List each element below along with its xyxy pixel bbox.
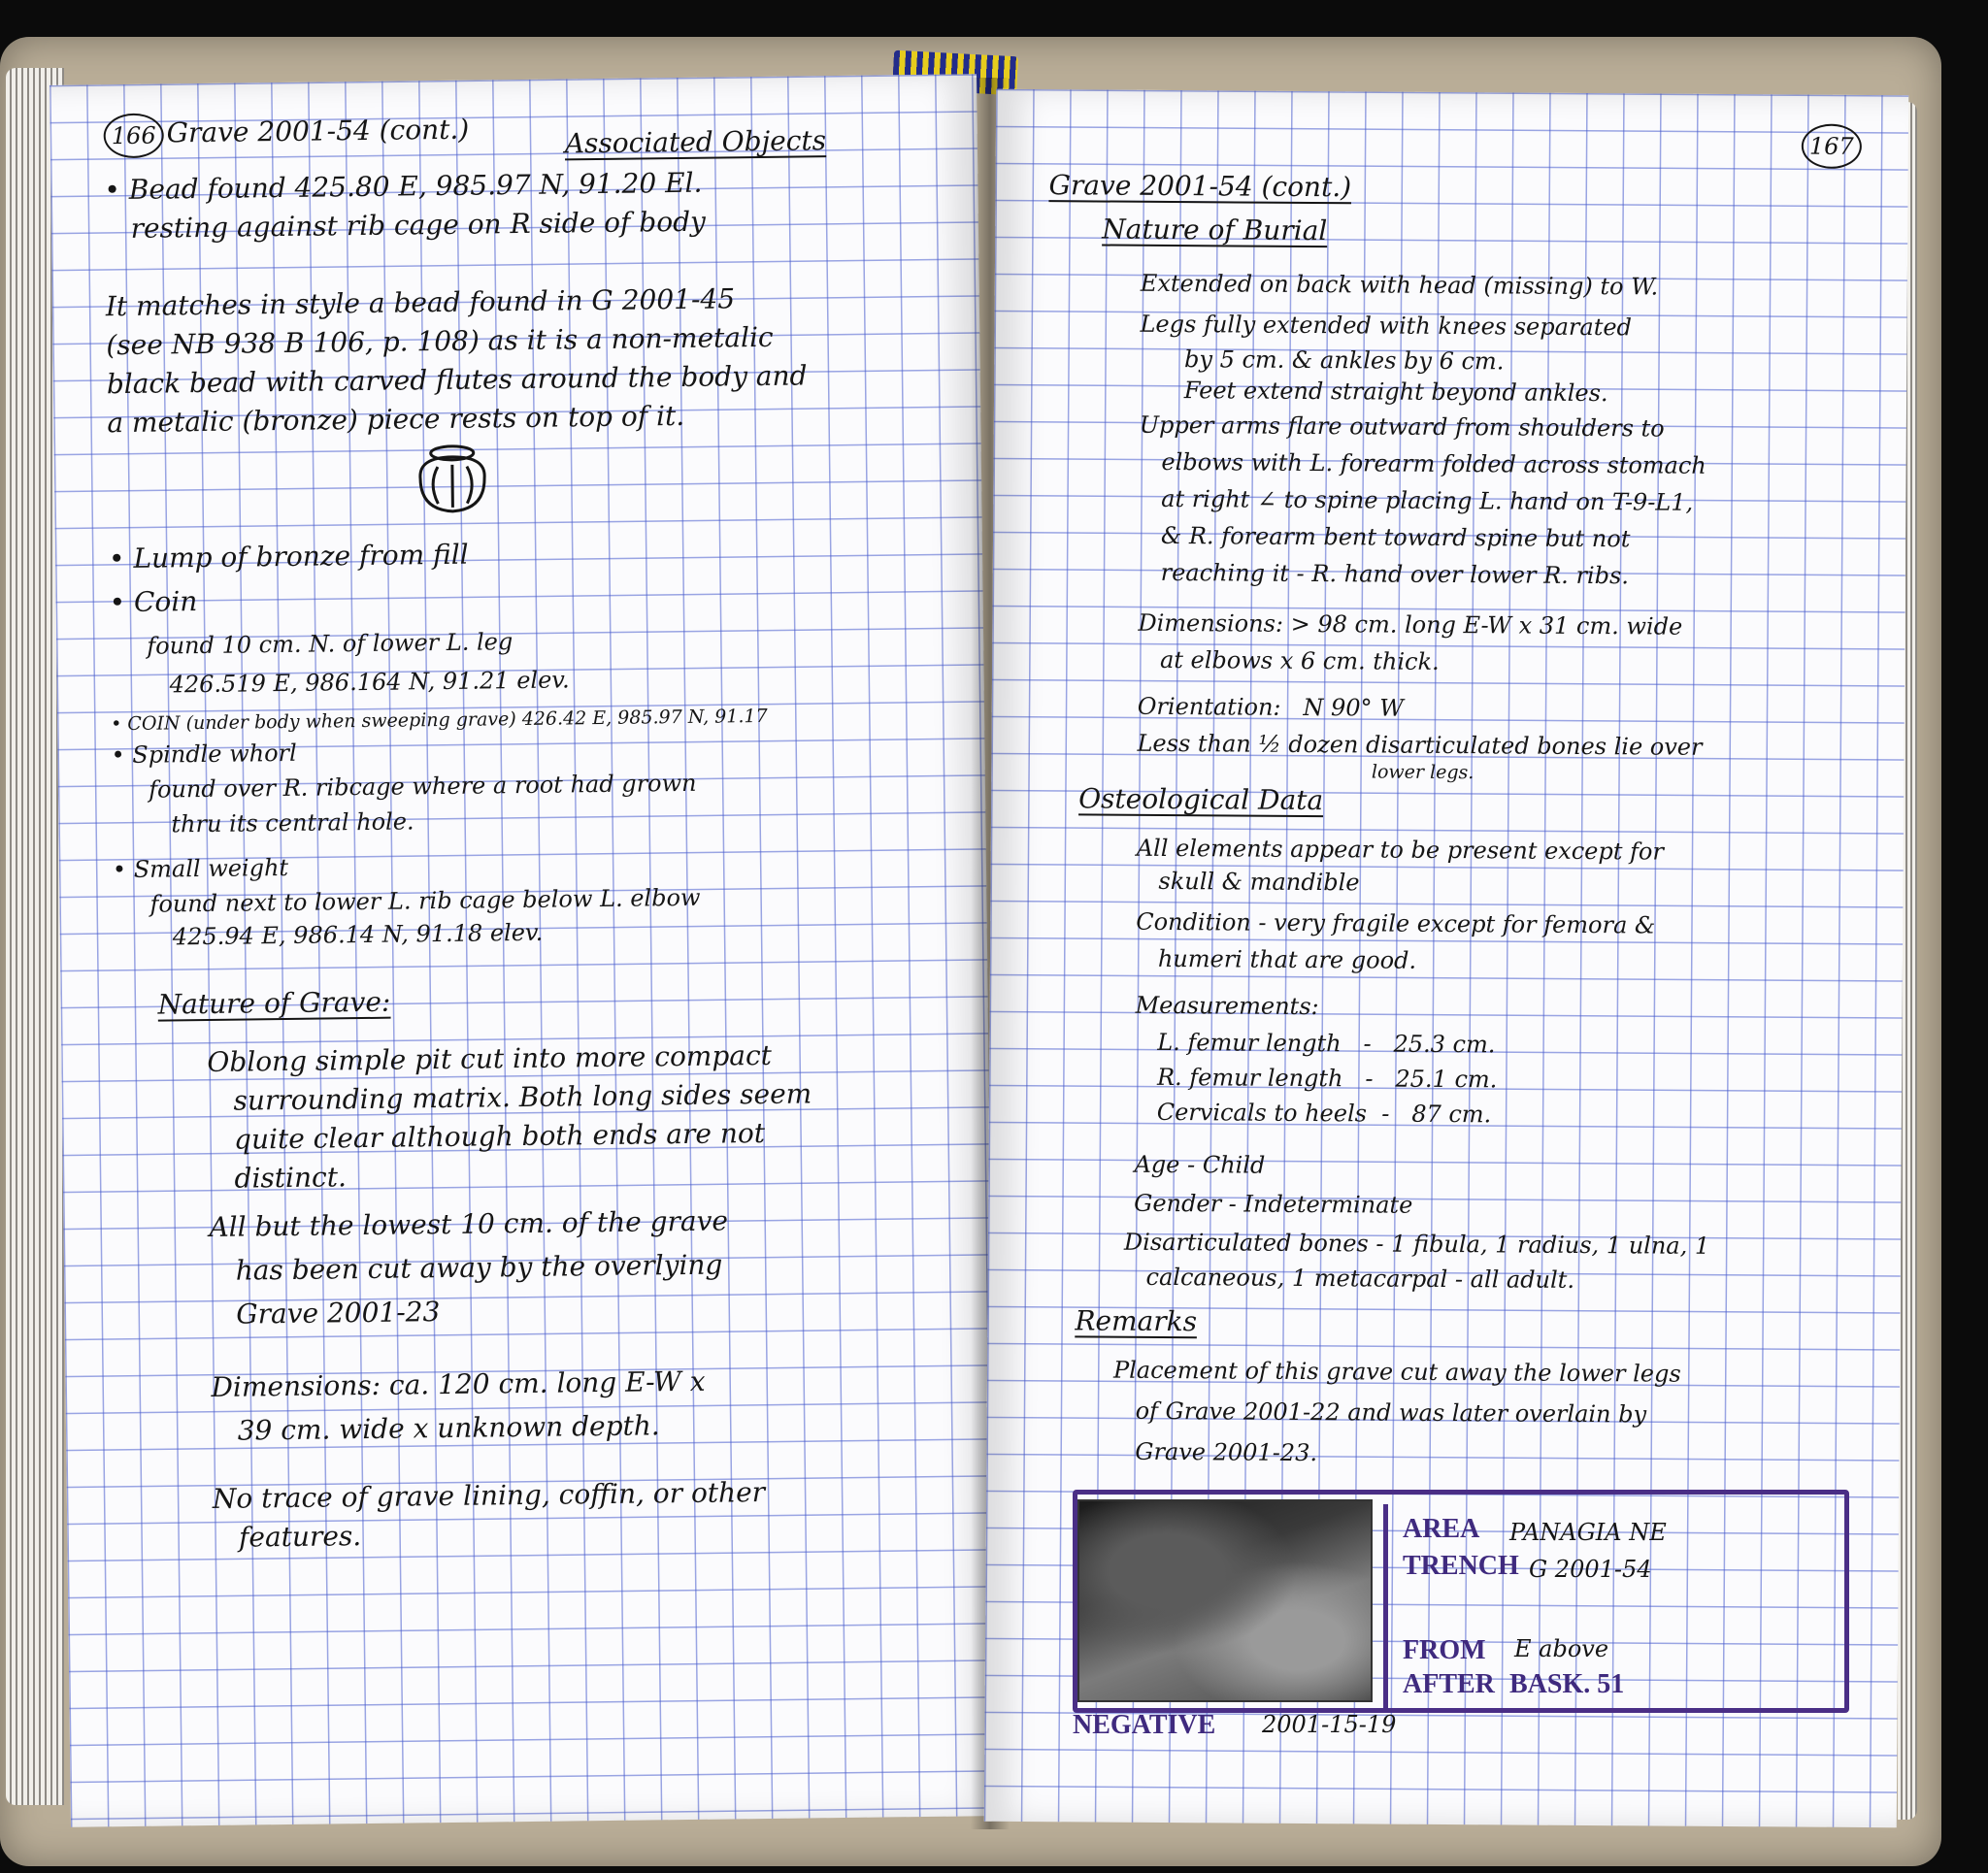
left-page-number: 166	[103, 113, 164, 158]
note-line: Dimensions: ca. 120 cm. long E-W x	[211, 1364, 706, 1403]
note-line: at elbows x 6 cm. thick.	[1138, 645, 1440, 675]
list-item: 425.94 E, 986.14 N, 91.18 elev.	[113, 918, 544, 952]
nature-of-grave-heading: Nature of Grave:	[157, 985, 391, 1021]
note-line: has been cut away by the overlying	[209, 1248, 723, 1287]
note-line: Condition - very fragile except for femora &	[1136, 907, 1656, 939]
note-line: elbows with L. forearm folded across stomach	[1139, 447, 1706, 479]
left-header-title: Grave 2001-54 (cont.)	[166, 113, 470, 149]
list-item: 426.519 E, 986.164 N, 91.21 elev.	[110, 666, 570, 700]
note-line: Gender - Indeterminate	[1134, 1189, 1413, 1219]
note-line: calcaneous, 1 metacarpal - all adult.	[1123, 1263, 1575, 1294]
stamp-negative-value: 2001-15-19	[1262, 1711, 1397, 1738]
note-line: Age - Child	[1134, 1150, 1266, 1179]
left-header-section: Associated Objects	[564, 124, 827, 160]
note-line: Disarticulated bones - 1 fibula, 1 radius, 1 ulna, 1	[1123, 1228, 1710, 1260]
list-item: • Spindle whorl	[111, 739, 297, 770]
osteological-data-heading: Osteological Data	[1078, 782, 1324, 817]
note-line: at right ∠ to spine placing L. hand on T-9-L1,	[1139, 484, 1694, 516]
stamp-from-label: FROM	[1403, 1635, 1486, 1665]
note-line: Upper arms flare outward from shoulders to	[1139, 411, 1665, 443]
nature-of-burial-heading: Nature of Burial	[1102, 213, 1328, 247]
list-item: • Small weight	[112, 853, 289, 884]
note-line: Grave 2001-23	[210, 1296, 441, 1331]
list-item: thru its central hole.	[112, 807, 414, 839]
note-line: reaching it - R. hand over lower R. ribs.	[1138, 558, 1630, 590]
note-line: Placement of this grave cut away the lower legs	[1112, 1356, 1681, 1388]
note-line: surrounding matrix. Both long sides seem	[207, 1077, 812, 1117]
note-line: humeri that are good.	[1135, 944, 1417, 974]
remarks-heading: Remarks	[1075, 1304, 1198, 1338]
note-line: (see NB 938 B 106, p. 108) as it is a non-metalic	[106, 320, 774, 362]
note-line: Extended on back with head (missing) to W.	[1140, 269, 1659, 301]
note-line: skull & mandible	[1136, 867, 1360, 897]
list-item: found over R. ribcage where a root had grown	[111, 769, 697, 805]
measurement-row: R. femur length - 25.1 cm.	[1135, 1063, 1498, 1094]
note-line: It matches in style a bead found in G 2001-45	[105, 282, 736, 323]
note-line: Dimensions: > 98 cm. long E-W x 31 cm. wide	[1138, 608, 1683, 641]
right-page-number: 167	[1802, 124, 1862, 169]
note-line: quite clear although both ends are not	[208, 1116, 766, 1156]
stamp-trench-value: G 2001-54	[1529, 1556, 1652, 1583]
measurement-row: L. femur length - 25.3 cm.	[1135, 1028, 1496, 1059]
stamp-after-label: AFTER	[1403, 1669, 1495, 1699]
note-line: distinct.	[208, 1161, 348, 1195]
note-line: Legs fully extended with knees separated	[1140, 310, 1633, 342]
stamp-area-label: AREA	[1403, 1514, 1480, 1544]
note-line: Grave 2001-23.	[1112, 1437, 1318, 1467]
measurement-row: Cervicals to heels - 87 cm.	[1134, 1098, 1492, 1129]
burial-photo	[1077, 1499, 1373, 1702]
note-line: 39 cm. wide x unknown depth.	[211, 1409, 660, 1447]
stamp-trench-label: TRENCH	[1403, 1551, 1519, 1581]
list-item: found next to lower L. rib cage below L. elbow	[113, 883, 701, 919]
note-line: Orientation: N 90° W	[1137, 692, 1405, 722]
list-item: • Lump of bronze from fill	[108, 538, 469, 575]
stamp-after-value: BASK. 51	[1509, 1669, 1625, 1699]
stamp-from-value: E above	[1514, 1635, 1609, 1662]
note-line: lower legs.	[1137, 759, 1474, 784]
left-page	[50, 74, 998, 1827]
note-line: of Grave 2001-22 and was later overlain by	[1112, 1397, 1647, 1429]
list-item: • Coin	[109, 585, 198, 619]
note-line: Feet extend straight beyond ankles.	[1139, 376, 1608, 408]
bead-sketch-icon	[409, 439, 497, 517]
note-line: resting against rib cage on R side of body	[104, 205, 707, 246]
note-line: & R. forearm bent toward spine but not	[1138, 521, 1631, 553]
note-line: All elements appear to be present except for	[1136, 834, 1664, 866]
note-line: by 5 cm. & ankles by 6 cm.	[1140, 345, 1505, 376]
note-line: black bead with carved flutes around the body and	[106, 359, 808, 401]
note-line: features.	[213, 1520, 362, 1554]
stamp-negative-label: NEGATIVE	[1073, 1710, 1216, 1740]
note-line: Measurements:	[1135, 991, 1319, 1021]
list-item: found 10 cm. N. of lower L. leg	[109, 628, 514, 661]
note-line: No trace of grave lining, coffin, or other	[212, 1476, 766, 1515]
note-line: Oblong simple pit cut into more compact	[207, 1038, 773, 1078]
right-page-title: Grave 2001-54 (cont.)	[1048, 169, 1352, 204]
list-item: • COIN (under body when sweeping grave) 426.42 E, 985.97 N, 91.17	[110, 705, 768, 736]
note-line: a metalic (bronze) piece rests on top of it.	[107, 399, 685, 440]
stamp-area-value: PANAGIA NE	[1509, 1519, 1667, 1546]
note-line: Less than ½ dozen disarticulated bones lie over	[1137, 729, 1703, 761]
note-line: All but the lowest 10 cm. of the grave	[209, 1204, 729, 1243]
note-line: • Bead found 425.80 E, 985.97 N, 91.20 El.	[104, 166, 703, 207]
